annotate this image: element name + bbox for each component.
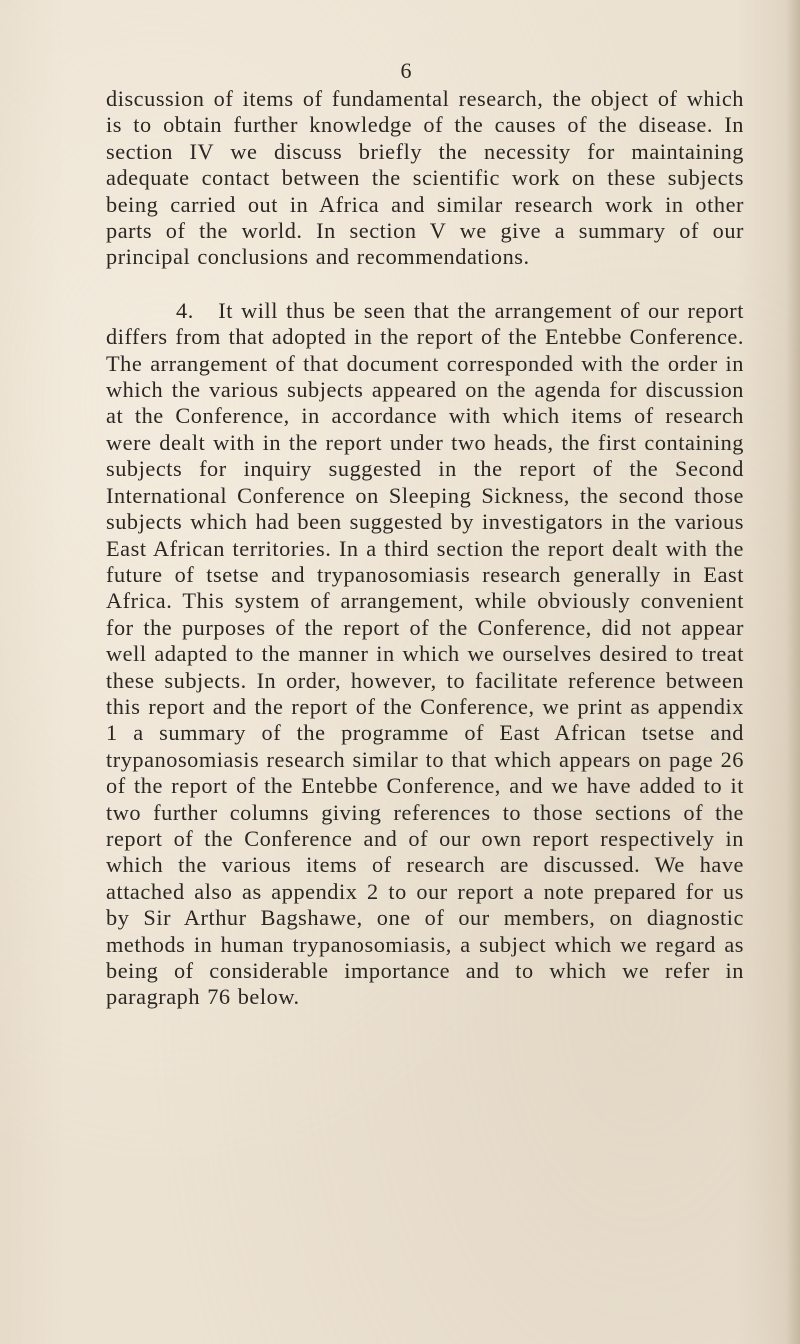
page-edge-shadow — [786, 0, 800, 1344]
paragraph-text: It will thus be seen that the arrangement of our report differs from that adopted in the report of the Entebbe Conference. The arrangement of that document corresponded with the order in which the various subjects appeared on the agenda for discussion at the Conference, in accordance with which items of research were dealt with in the report under two heads, the first containing subjects for inquiry suggested in the report of the Second International Conference on Sleeping Sickness, the second those subjects which had been suggested by investigators in the various East African territories. In a third section the report dealt with the future of tsetse and trypanosomiasis research generally in East Africa. This system of arrangement, while obviously convenient for the purposes of the report of the Conference, did not appear well adapted to the manner in which we ourselves desired to treat these subjects. In order, however, to facilitate reference between this report and the report of the Conference, we print as appendix 1 a summary of the programme of East African tsetse and trypanosomiasis research similar to that which appears on page 26 of the report of the Entebbe Conference, and we have added to it two further columns giving references to those sections of the report of the Conference and of our own report respectively in which the various items of research are discussed. We have attached also as appendix 2 to our report a note prepared for us by Sir Arthur Bagshawe, one of our members, on diagnostic methods in human trypanosomiasis, a subject which we regard as being of considerable importance and to which we refer in paragraph 76 below. — [106, 297, 744, 1010]
paragraph-continuation — [106, 86, 744, 271]
body-text — [106, 86, 744, 1011]
paragraph-number: 4. — [176, 297, 194, 323]
page-number: 6 — [400, 58, 412, 83]
paragraph-4 — [106, 298, 744, 1011]
paragraph-text: discussion of items of fundamental research, the object of which is to obtain further knowledge of the causes of the disease. In section IV we discuss briefly the necessity for maintaining adequate contact between the scientific work on these subjects being carried out in Africa and similar research work in other parts of the world. In section V we give a summary of our principal conclusions and recommendations. — [106, 86, 744, 270]
